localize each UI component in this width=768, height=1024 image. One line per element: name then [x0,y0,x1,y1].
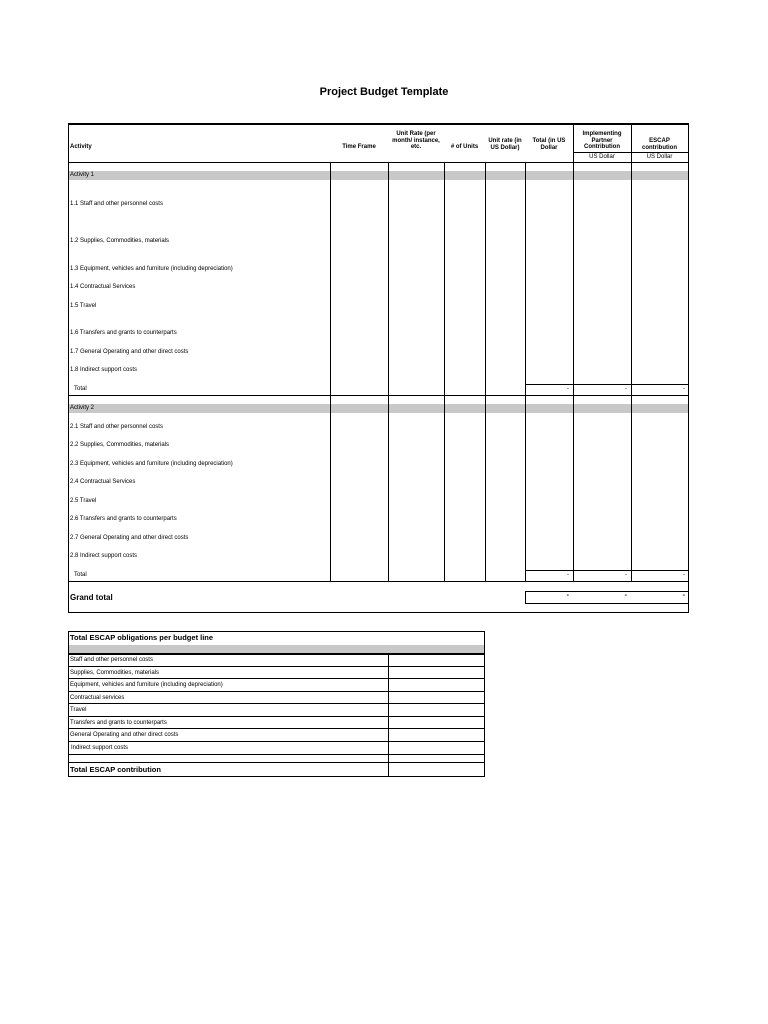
activity1-item: 1.7 General Operating and other direct costs [70,349,189,355]
activity1-item: 1.4 Contractual Services [70,284,136,290]
header-unit-rate-usd [485,138,525,151]
activity2-total-rule [525,570,688,571]
col-line-total [525,162,526,581]
header-total-usd [525,138,573,151]
escap-line-item: Indirect support costs [71,745,129,751]
activity2-item: 2.7 General Operating and other direct costs [70,535,189,541]
activity2-item: 2.5 Travel [70,498,97,504]
header-num-units: # of Units [450,144,479,150]
activity2-label: Activity 2 [70,405,95,411]
activity2-band [69,404,688,413]
col-line-partner [573,123,574,581]
header-partner [573,131,631,151]
activity2-total-partner: - [625,572,627,578]
escap-row-rule [69,691,484,692]
escap-line-item: Contractual services [70,695,125,701]
activity1-end-rule [69,395,688,396]
activity2-item: 2.3 Equipment, vehicles and furniture (including depreciation) [70,461,233,467]
partner-unit-label: US Dollar [589,154,615,160]
header-total-usd-line1: Total (in US [532,138,566,144]
header-unit-rate [388,131,444,151]
escap-table-title: Total ESCAP obligations per budget line [70,633,214,642]
activity1-total-usd: - [567,386,569,392]
header-unit-rate-line3: etc. [410,144,422,151]
grand-total-escap: - [682,592,685,599]
col-line-time [330,162,331,581]
grand-total-usd: - [566,592,569,599]
activity2-end-rule [69,581,688,582]
header-escap [631,138,688,151]
header-partner-line2: Partner [591,137,613,144]
activity1-label: Activity 1 [70,172,95,178]
escap-row-rule [69,678,484,679]
header-escap-line2: contribution [642,144,677,151]
col-line-rate-usd [485,162,486,581]
activity1-total-escap: - [683,386,685,392]
col-line-rate [388,162,389,581]
header-unit-rate-line1: Unit Rate (per [396,131,436,137]
activity1-item: 1.8 Indirect support costs [70,367,138,373]
activity2-item: 2.4 Contractual Services [70,479,136,485]
col-line-units [444,162,445,581]
escap-row-rule [69,754,484,755]
col-line-escap [631,123,632,581]
activity1-total-rule [525,384,688,385]
header-escap-line1: ESCAP [649,138,670,144]
escap-total-rule [69,762,484,763]
activity1-item: 1.6 Transfers and grants to counterparts [70,330,177,336]
activity1-item: 1.1 Staff and other personnel costs [70,201,163,207]
activity1-total-label: Total [74,386,87,392]
escap-row-rule [69,728,484,729]
escap-line-item: General Operating and other direct costs [70,732,179,738]
escap-line-item: Supplies, Commodities, materials [70,670,160,676]
escap-line-item: Transfers and grants to counterparts [70,720,167,726]
activity1-band [69,171,688,180]
header-unit-rate-usd-line1: Unit rate (in [488,138,522,144]
escap-table-band [69,645,484,653]
header-partner-line1: Implementing [582,131,622,137]
activity2-total-escap: - [683,572,685,578]
escap-table-rule [69,653,484,655]
header-time-frame: Time Frame [342,144,376,150]
grand-total-partner: - [624,592,627,599]
activity2-item: 2.1 Staff and other personnel costs [70,424,163,430]
escap-line-item: Staff and other personnel costs [70,657,153,663]
activity2-item: 2.2 Supplies, Commodities, materials [70,442,170,448]
header-unit-rate-usd-line2: US Dollar) [490,144,520,151]
grand-total-label: Grand total [70,593,113,602]
escap-row-rule [69,741,484,742]
escap-col-line [388,653,389,776]
header-activity: Activity [70,144,92,150]
header-rule [69,162,688,163]
header-total-usd-line2: Dollar [540,144,558,151]
escap-line-item: Travel [70,707,87,713]
page-title: Project Budget Template [319,86,449,98]
escap-unit-label: US Dollar [646,154,673,160]
activity1-item: 1.3 Equipment, vehicles and furniture (including depreciation) [70,266,233,272]
escap-row-rule [69,666,484,667]
activity1-total-partner: - [625,386,627,392]
activity1-item: 1.2 Supplies, Commodities, materials [70,238,170,244]
header-partner-line3: Contribution [584,144,620,151]
escap-row-rule [69,716,484,717]
escap-total-label: Total ESCAP contribution [70,765,161,774]
activity1-item: 1.5 Travel [70,303,97,309]
header-unit-rate-line2: month/ instance, [392,137,440,144]
activity2-item: 2.8 Indirect support costs [70,553,138,559]
escap-line-item: Equipment, vehicles and furniture (including depreciation) [70,682,223,688]
activity2-total-usd: - [567,572,569,578]
escap-row-rule [69,703,484,704]
activity2-item: 2.6 Transfers and grants to counterparts [70,516,177,522]
activity2-total-label: Total [74,572,87,578]
